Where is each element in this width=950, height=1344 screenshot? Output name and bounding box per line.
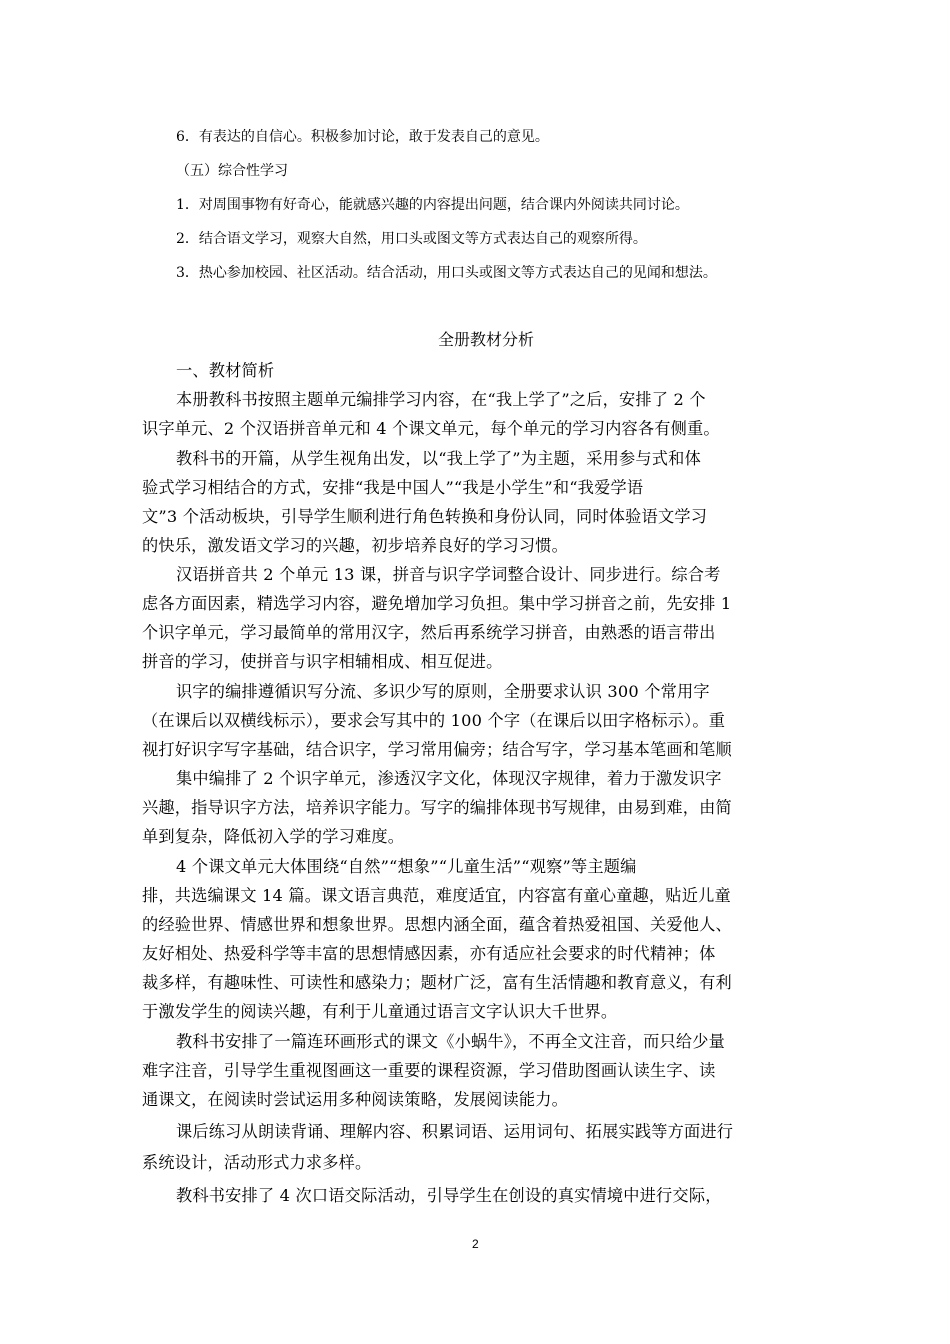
paragraph-line: 4 个课文单元大体围绕“自然”“想象”“儿童生活”“观察”等主题编 <box>176 857 637 876</box>
paragraph-line: 本册教科书按照主题单元编排学习内容，在“我上学了”之后，安排了 2 个 <box>176 390 706 409</box>
paragraph-line: 验式学习相结合的方式，安排“我是中国人”“我是小学生”和“我爱学语 <box>142 478 644 497</box>
page-title: 全册教材分析 <box>438 330 535 349</box>
section-heading: 一、教材简析 <box>176 361 275 380</box>
paragraph-line: 课后练习从朗读背诵、理解内容、积累词语、运用词句、拓展实践等方面进行 <box>176 1122 734 1141</box>
paragraph-line: 识字的编排遵循识写分流、多识少写的原则，全册要求认识 300 个常用字 <box>176 682 710 701</box>
heading-comprehensive-learning: （五）综合性学习 <box>176 163 288 179</box>
paragraph-line: 的经验世界、情感世界和想象世界。思想内涵全面，蕴含着热爱祖国、关爱他人、 <box>142 915 732 934</box>
page-number: 2 <box>472 1237 479 1251</box>
paragraph-line: 兴趣，指导识字方法，培养识字能力。写字的编排体现书写规律，由易到难，由简 <box>142 798 732 817</box>
paragraph-line: 集中编排了 2 个识字单元，渗透汉字文化，体现汉字规律，着力于激发识字 <box>176 769 722 788</box>
paragraph-line: 单到复杂，降低初入学的学习难度。 <box>142 827 405 846</box>
list-item: 2．结合语文学习，观察大自然，用口头或图文等方式表达自己的观察所得。 <box>176 231 647 247</box>
paragraph-line: 识字单元、2 个汉语拼音单元和 4 个课文单元，每个单元的学习内容各有侧重。 <box>142 419 720 438</box>
paragraph-line: 裁多样，有趣味性、可读性和感染力；题材广泛，富有生活情趣和教育意义，有利 <box>142 973 732 992</box>
paragraph-line: 教科书的开篇，从学生视角出发，以“我上学了”为主题，采用参与式和体 <box>176 449 701 468</box>
list-item: 1．对周围事物有好奇心，能就感兴趣的内容提出问题，结合课内外阅读共同讨论。 <box>176 197 689 213</box>
paragraph-line: 系统设计，活动形式力求多样。 <box>142 1153 372 1172</box>
paragraph-line: 通课文，在阅读时尝试运用多种阅读策略，发展阅读能力。 <box>142 1090 569 1109</box>
paragraph-line: 友好相处、热爱科学等丰富的思想情感因素，亦有适应社会要求的时代精神；体 <box>142 944 716 963</box>
paragraph-line: 虑各方面因素，精选学习内容，避免增加学习负担。集中学习拼音之前，先安排 1 <box>142 594 732 613</box>
paragraph-line: 文”3 个活动板块，引导学生顺利进行角色转换和身份认同，同时体验语文学习 <box>142 507 708 526</box>
item-6: 6．有表达的自信心。积极参加讨论，敢于发表自己的意见。 <box>176 129 549 145</box>
paragraph-line: 汉语拼音共 2 个单元 13 课，拼音与识字学词整合设计、同步进行。综合考 <box>176 565 721 584</box>
paragraph-line: 个识字单元，学习最简单的常用汉字，然后再系统学习拼音，由熟悉的语言带出 <box>142 623 716 642</box>
paragraph-line: 难字注音，引导学生重视图画这一重要的课程资源，学习借助图画认读生字、读 <box>142 1061 716 1080</box>
paragraph-line: 拼音的学习，使拼音与识字相辅相成、相互促进。 <box>142 652 503 671</box>
paragraph-line: 的快乐，激发语文学习的兴趣，初步培养良好的学习习惯。 <box>142 536 569 555</box>
paragraph-line: 教科书安排了一篇连环画形式的课文《小蜗牛》，不再全文注音，而只给少量 <box>176 1032 726 1051</box>
paragraph-line: 于激发学生的阅读兴趣，有利于儿童通过语言文字认识大千世界。 <box>142 1002 618 1021</box>
paragraph-line: 排，共选编课文 14 篇。课文语言典范，难度适宜，内容富有童心童趣，贴近儿童 <box>142 886 731 905</box>
paragraph-line: （在课后以双横线标示），要求会写其中的 100 个字（在课后以田字格标示）。重 <box>142 711 726 730</box>
list-item: 3．热心参加校园、社区活动。结合活动，用口头或图文等方式表达自己的见闻和想法。 <box>176 265 717 281</box>
paragraph-line: 视打好识字写字基础，结合识字，学习常用偏旁；结合写字，学习基本笔画和笔顺 <box>142 740 732 759</box>
paragraph-line: 教科书安排了 4 次口语交际活动，引导学生在创设的真实情境中进行交际， <box>176 1186 722 1205</box>
